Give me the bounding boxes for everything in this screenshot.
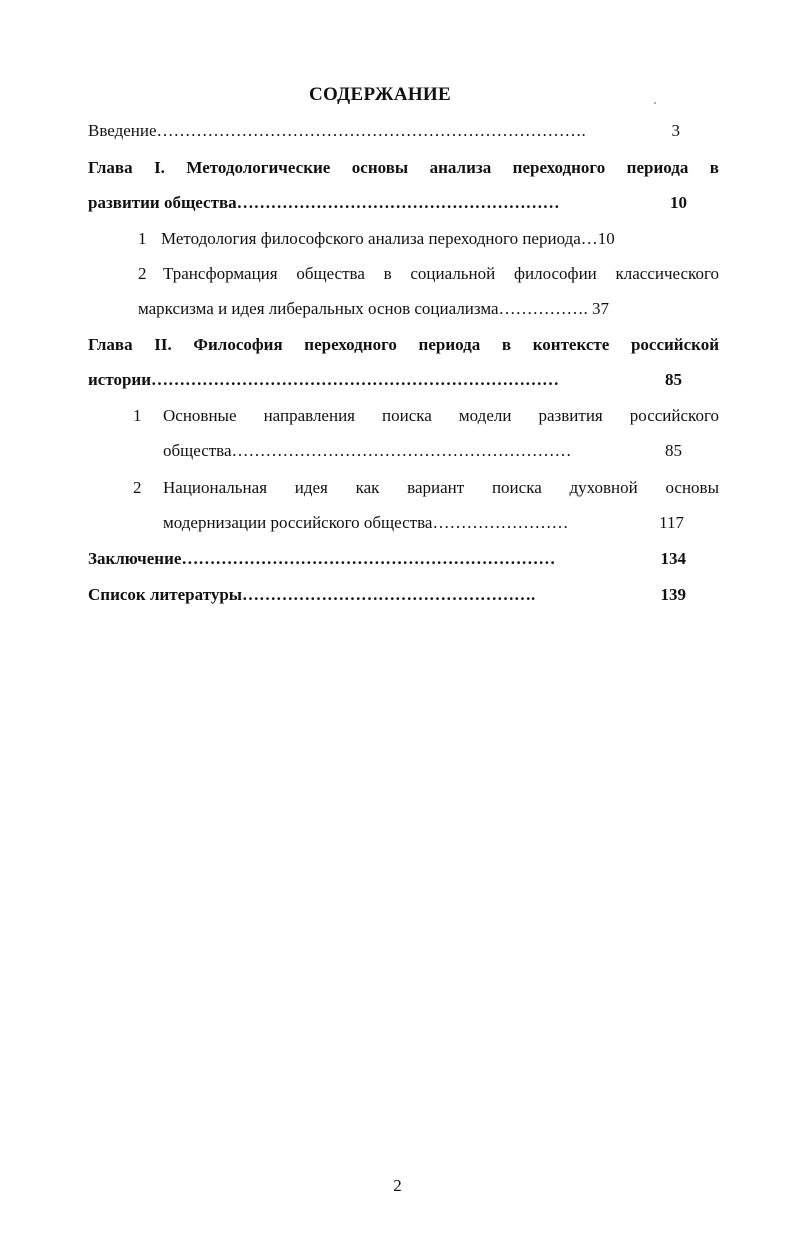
page-number: 2 [393,1176,402,1195]
toc-section-1-2-number: 2 [138,264,147,283]
toc-page-chapter-1: 10 [670,193,687,212]
toc-page-chapter-2: 85 [665,370,682,389]
toc-section-2-1-number: 1 [133,406,142,425]
toc-section-2-1-line2: общества…………………………………………………… [163,441,572,460]
toc-section-2-2-line1: Национальная идея как вариант поиска духовной основы [163,478,719,497]
toc-page-section-2-2: 117 [659,513,684,532]
toc-chapter-1-line2: развитии общества………………………………………………… [88,193,560,212]
toc-section-1-2-line1: Трансформация общества в социальной философии классического [163,264,719,283]
toc-section-2-1-line1: Основные направления поиска модели развития российского [163,406,719,425]
toc-entry-intro: Введение…………………………………………………………………. [88,121,586,140]
toc-chapter-1-line1: Глава I. Методологические основы анализа переходного периода в [88,158,719,177]
toc-section-1-1: Методология философского анализа переходного периода…10 [161,229,615,248]
toc-page-section-2-1: 85 [665,441,682,460]
toc-section-2-2-line2: модернизации российского общества…………………… [163,513,569,532]
toc-chapter-2-line1: Глава II. Философия переходного периода в контексте российской [88,335,719,354]
toc-title: СОДЕРЖАНИЕ [309,84,451,105]
toc-section-1-1-number: 1 [138,229,147,248]
toc-section-1-2-line2: марксизма и идея либеральных основ социализма……………. 37 [138,299,610,318]
toc-chapter-2-line2: истории……………………………………………………………… [88,370,560,389]
toc-entry-references: Список литературы……………………………………………. [88,585,536,604]
toc-section-2-2-number: 2 [133,478,142,497]
toc-entry-conclusion: Заключение………………………………………………………… [88,549,556,568]
toc-page-intro: 3 [671,121,680,140]
toc-page-conclusion: 134 [660,549,686,568]
toc-page-references: 139 [660,585,686,604]
